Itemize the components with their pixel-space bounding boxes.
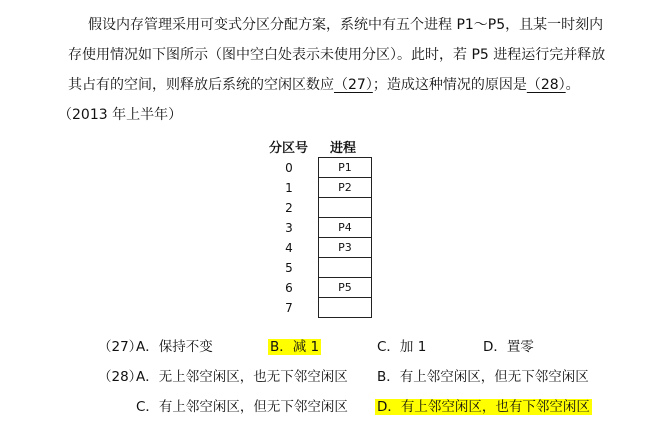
blank-27: （27） xyxy=(334,77,373,93)
column-header-process: 进程 xyxy=(330,141,357,156)
blank-28: （28） xyxy=(526,77,566,93)
question-line-1: 假设内存管理采用可变式分区分配方案，系统中有五个进程 P1～P5，且某一时刻内 xyxy=(88,17,604,33)
partition-number: 4 xyxy=(285,241,293,255)
partition-number: 0 xyxy=(285,161,293,175)
partition-number: 5 xyxy=(285,261,293,275)
question-line-3-end: 。 xyxy=(565,77,580,93)
q28-option-d xyxy=(375,395,592,415)
q27-option-b xyxy=(268,335,321,355)
partition-cell: P4 xyxy=(319,218,371,238)
q27-option-b-text: B．减 1 xyxy=(270,339,320,355)
partition-number: 6 xyxy=(285,281,293,295)
partition-number: 7 xyxy=(285,301,293,315)
partition-cell xyxy=(319,298,371,318)
q28-option-b: B．有上邻空闲区，但无下邻空闲区 xyxy=(377,369,589,385)
question-line-3-start: 其占有的空间，则释放后系统的空闲区数应 xyxy=(68,77,334,93)
q27-option-a: A．保持不变 xyxy=(136,339,213,355)
question-line-3-middle: ；造成这种情况的原因是 xyxy=(372,77,527,93)
partition-cell: P1 xyxy=(319,158,371,178)
partition-number: 1 xyxy=(285,181,293,195)
q28-option-d-text: D．有上邻空闲区，也有下邻空闲区 xyxy=(377,399,590,415)
q27-option-d: D．置零 xyxy=(483,339,534,355)
q28-option-a: A．无上邻空闲区，也无下邻空闲区 xyxy=(136,369,348,385)
question-line-2: 存使用情况如下图所示（图中空白处表示未使用分区）。此时，若 P5 进程运行完并释放 xyxy=(68,47,606,63)
partition-cell: P5 xyxy=(319,278,371,298)
partition-cells xyxy=(318,157,372,318)
q27-option-c: C．加 1 xyxy=(377,339,427,355)
partition-cell xyxy=(319,258,371,278)
partition-number: 3 xyxy=(285,221,293,235)
q28-label: （28） xyxy=(98,369,143,385)
question-line-3 xyxy=(68,74,580,94)
partition-number: 2 xyxy=(285,201,293,215)
column-header-partition: 分区号 xyxy=(269,141,309,156)
partition-cell xyxy=(319,198,371,218)
partition-cell: P3 xyxy=(319,238,371,258)
q27-label: （27） xyxy=(98,339,143,355)
partition-cell: P2 xyxy=(319,178,371,198)
exam-year: （2013 年上半年） xyxy=(58,107,183,123)
q28-option-c: C．有上邻空闲区，但无下邻空闲区 xyxy=(136,399,348,415)
